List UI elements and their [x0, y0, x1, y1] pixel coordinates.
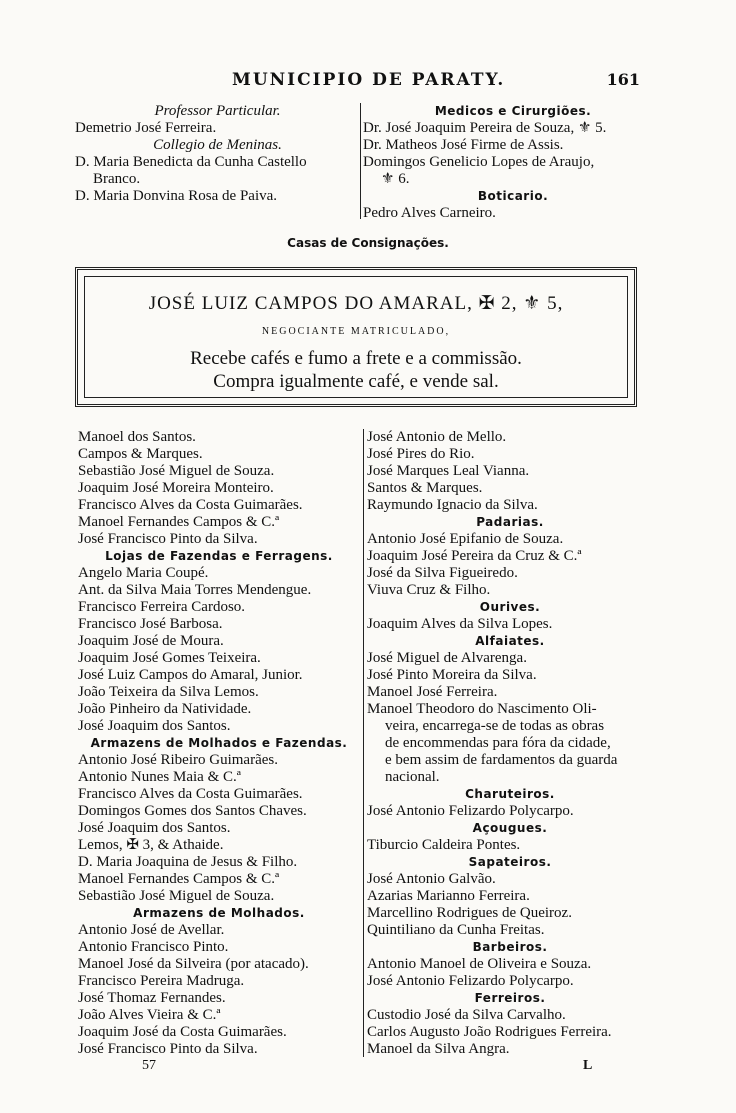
footer-letter: L [583, 1058, 593, 1073]
list-entry: João Teixeira da Silva Lemos. [78, 684, 259, 700]
list-entry: José Francisco Pinto da Silva. [78, 531, 258, 547]
list-entry: Dr. José Joaquim Pereira de Souza, ⚜ 5. [363, 120, 607, 136]
list-entry: ⚜ 6. [381, 171, 410, 187]
bottom-right-column [367, 429, 653, 1058]
list-entry: Francisco Alves da Costa Guimarães. [78, 786, 303, 802]
list-entry: José Antonio Felizardo Polycarpo. [367, 973, 574, 989]
list-entry: nacional. [385, 769, 440, 785]
signature-mark: 57 [142, 1058, 156, 1073]
list-entry: e bem assim de fardamentos da guarda [385, 752, 618, 768]
list-entry: José Pinto Moreira da Silva. [367, 667, 537, 683]
list-entry: Angelo Maria Coupé. [78, 565, 209, 581]
list-entry: Manoel da Silva Angra. [367, 1041, 510, 1057]
list-entry: Campos & Marques. [78, 446, 203, 462]
list-entry: Raymundo Ignacio da Silva. [367, 497, 538, 513]
list-entry: Carlos Augusto João Rodrigues Ferreira. [367, 1024, 612, 1040]
column-divider [363, 429, 364, 1057]
list-entry: José Antonio Galvão. [367, 871, 496, 887]
bottom-left-column [78, 429, 360, 1058]
list-entry: José da Silva Figueiredo. [367, 565, 518, 581]
section-heading: Boticario. [477, 189, 549, 203]
section-heading: Professor Particular. [154, 103, 281, 119]
list-entry: Tiburcio Caldeira Pontes. [367, 837, 521, 853]
advert-name: JOSÉ LUIZ CAMPOS DO AMARAL, ✠ 2, ⚜ 5, [148, 293, 564, 314]
section-heading: Charuteiros. [465, 787, 555, 801]
list-entry: Ant. da Silva Maia Torres Mendengue. [78, 582, 312, 598]
list-entry: Francisco José Barbosa. [78, 616, 223, 632]
list-entry: Manoel José da Silveira (por atacado). [78, 956, 309, 972]
list-entry: Francisco Ferreira Cardoso. [78, 599, 246, 615]
list-entry: José Antonio de Mello. [367, 429, 507, 445]
section-heading: Armazens de Molhados. [133, 906, 305, 920]
list-entry: Domingos Gomes dos Santos Chaves. [78, 803, 307, 819]
advert-subtitle: NEGOCIANTE MATRICULADO, [261, 326, 451, 337]
list-entry: Joaquim José Moreira Monteiro. [78, 480, 274, 496]
list-entry: Demetrio José Ferreira. [75, 120, 217, 136]
list-entry: Dr. Matheos José Firme de Assis. [363, 137, 564, 153]
list-entry: de encommendas para fóra da cidade, [385, 735, 611, 751]
list-entry: Joaquim José de Moura. [78, 633, 224, 649]
list-entry: José Luiz Campos do Amaral, Junior. [78, 667, 303, 683]
section-heading: Armazens de Molhados e Fazendas. [90, 736, 348, 750]
list-entry: Manoel dos Santos. [78, 429, 196, 445]
list-entry: Custodio José da Silva Carvalho. [367, 1007, 566, 1023]
list-entry: José Antonio Felizardo Polycarpo. [367, 803, 574, 819]
list-entry: José Joaquim dos Santos. [78, 718, 231, 734]
section-heading: Açougues. [472, 821, 548, 835]
section-heading: Lojas de Fazendas e Ferragens. [105, 549, 333, 563]
list-entry: José Thomaz Fernandes. [78, 990, 226, 1006]
list-entry: Antonio José Ribeiro Guimarães. [78, 752, 278, 768]
list-entry: Antonio Manoel de Oliveira e Souza. [367, 956, 592, 972]
section-heading: Ourives. [479, 600, 541, 614]
list-entry: João Alves Vieira & C.ª [78, 1007, 221, 1023]
top-left-column [75, 103, 360, 205]
list-entry: Manoel Theodoro do Nascimento Oli- [367, 701, 597, 717]
list-entry: José Joaquim dos Santos. [78, 820, 231, 836]
list-entry: Manoel José Ferreira. [367, 684, 498, 700]
list-entry: Antonio José Epifanio de Souza. [367, 531, 564, 547]
page-number: 161 [606, 70, 640, 89]
advert-line-1: Recebe cafés e fumo a frete e a commissão. [190, 348, 522, 369]
list-entry: Viuva Cruz & Filho. [367, 582, 491, 598]
list-entry: José Pires do Rio. [367, 446, 475, 462]
list-entry: Antonio José de Avellar. [78, 922, 225, 938]
section-title: Casas de Consignações. [287, 236, 449, 250]
list-entry: Lemos, ✠ 3, & Athaide. [78, 837, 224, 853]
page-header [0, 70, 736, 94]
list-entry: Francisco Alves da Costa Guimarães. [78, 497, 303, 513]
list-entry: D. Maria Benedicta da Cunha Castello [75, 154, 307, 170]
list-entry: Santos & Marques. [367, 480, 483, 496]
section-heading: Alfaiates. [475, 634, 545, 648]
column-divider [360, 103, 361, 219]
list-entry: Manoel Fernandes Campos & C.ª [78, 514, 280, 530]
advertisement-box [75, 267, 637, 407]
list-entry: veira, encarrega-se de todas as obras [385, 718, 605, 734]
section-heading: Ferreiros. [474, 991, 546, 1005]
page-title: MUNICIPIO DE PARATY. [232, 70, 506, 90]
list-entry: Antonio Nunes Maia & C.ª [78, 769, 241, 785]
list-entry: Joaquim José da Costa Guimarães. [78, 1024, 287, 1040]
section-heading: Collegio de Meninas. [153, 137, 282, 153]
list-entry: Sebastião José Miguel de Souza. [78, 463, 275, 479]
top-right-column [363, 103, 663, 222]
list-entry: José Francisco Pinto da Silva. [78, 1041, 258, 1057]
list-entry: Pedro Alves Carneiro. [363, 205, 496, 221]
list-entry: Azarias Marianno Ferreira. [367, 888, 530, 904]
list-entry: João Pinheiro da Natividade. [78, 701, 252, 717]
list-entry: Antonio Francisco Pinto. [78, 939, 229, 955]
list-entry: Domingos Genelicio Lopes de Araujo, [363, 154, 595, 170]
list-entry: Manoel Fernandes Campos & C.ª [78, 871, 280, 887]
section-heading: Barbeiros. [472, 940, 548, 954]
advert-line-2: Compra igualmente café, e vende sal. [213, 371, 499, 392]
list-entry: Quintiliano da Cunha Freitas. [367, 922, 545, 938]
section-heading: Medicos e Cirurgiões. [434, 104, 592, 118]
list-entry: Sebastião José Miguel de Souza. [78, 888, 275, 904]
list-entry: Joaquim Alves da Silva Lopes. [367, 616, 553, 632]
list-entry: D. Maria Donvina Rosa de Paiva. [75, 188, 278, 204]
list-entry: Francisco Pereira Madruga. [78, 973, 245, 989]
section-heading: Padarias. [476, 515, 544, 529]
list-entry: D. Maria Joaquina de Jesus & Filho. [78, 854, 298, 870]
list-entry: José Miguel de Alvarenga. [367, 650, 527, 666]
list-entry: Marcellino Rodrigues de Queiroz. [367, 905, 572, 921]
section-heading: Sapateiros. [468, 855, 552, 869]
list-entry: Joaquim José Gomes Teixeira. [78, 650, 261, 666]
list-entry: José Marques Leal Vianna. [367, 463, 530, 479]
list-entry: Joaquim José Pereira da Cruz & C.ª [367, 548, 582, 564]
list-entry: Branco. [93, 171, 141, 187]
